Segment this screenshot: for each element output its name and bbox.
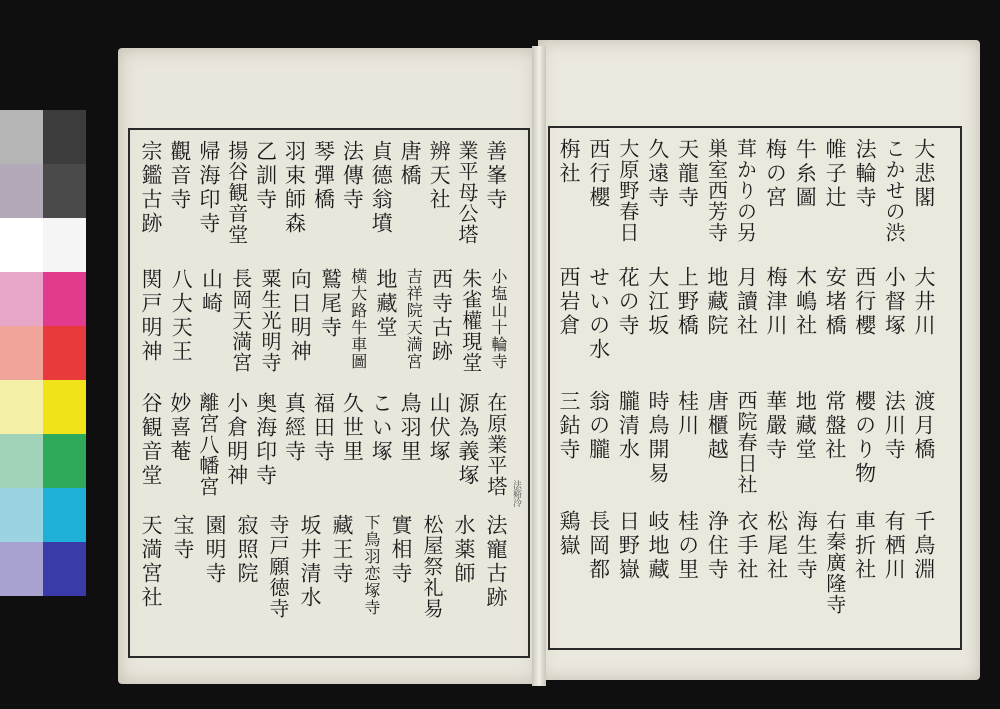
entry-text: 谷観音堂 (139, 392, 163, 488)
entry-text: 櫻のり物 (852, 390, 877, 486)
entry-text: 妙喜菴 (167, 392, 192, 464)
text-row (138, 140, 508, 258)
entry-text: 羽束師森 (282, 140, 307, 236)
entry-text: 寺戸願徳寺 (266, 514, 290, 619)
text-row (556, 510, 936, 628)
entry-text: 貞德翁墳 (369, 140, 394, 236)
entry-text: 横大路牛車圖 (348, 268, 368, 370)
entry-text: 唐橋 (398, 140, 423, 188)
entry-text: こい塚 (369, 392, 394, 464)
color-swatch (0, 326, 43, 380)
text-row (556, 266, 936, 384)
entry-text: 大原野春日 (615, 138, 640, 243)
entry-text: 朧清水 (616, 390, 641, 462)
entry-text: 天龍寺 (675, 138, 700, 210)
color-swatch (0, 218, 43, 272)
entry-text: 小倉明神 (224, 392, 249, 488)
entry-text: 宗鑑古跡 (139, 140, 163, 236)
entry-text: 桂川 (675, 390, 700, 438)
book-gutter (532, 46, 546, 686)
entry-text: 寂照院 (235, 514, 259, 586)
entry-text: 渡月橋 (911, 390, 936, 462)
entry-text: 桂の里 (675, 510, 700, 582)
entry-text: 法川寺 (882, 390, 907, 462)
entry-text: 在原業平塔 (483, 392, 508, 497)
text-row (556, 138, 936, 256)
entry-text: 梅の宮 (763, 138, 788, 210)
text-row (556, 390, 936, 508)
entry-text: 有栖川 (882, 510, 907, 582)
entry-text: 小督塚 (882, 266, 907, 338)
entry-text: 久遠寺 (645, 138, 670, 210)
entry-text: 地藏堂 (374, 268, 398, 340)
entry-text: 月讀社 (734, 266, 759, 338)
entry-text: 衣手社 (734, 510, 759, 582)
entry-text: 實相寺 (389, 514, 413, 586)
left-margin-note: 法谿泠 (511, 480, 521, 507)
entry-text: 松屋祭礼易 (420, 514, 444, 619)
entry-text: 藏王寺 (330, 514, 354, 586)
entry-text: 鳥羽里 (398, 392, 423, 464)
entry-text: 巣室西芳寺 (704, 138, 729, 243)
entry-text: 日野嶽 (616, 510, 641, 582)
entry-text: 西行櫻 (852, 266, 877, 338)
entry-text: 安堵橋 (823, 266, 848, 338)
color-swatch (43, 434, 86, 488)
color-swatch (0, 380, 43, 434)
entry-text: 栴社 (557, 138, 581, 186)
entry-text: 朱雀權現堂 (458, 268, 483, 373)
entry-text: 粟生光明寺 (258, 268, 282, 373)
entry-text: 上野橋 (675, 266, 700, 338)
entry-text: 琴彈橋 (311, 140, 336, 212)
entry-text: 牛糸圖 (793, 138, 818, 210)
entry-text: 翁の朧 (586, 390, 611, 462)
entry-text: 浄住寺 (705, 510, 730, 582)
entry-text: 長岡都 (586, 510, 611, 582)
entry-text: 善峯寺 (483, 140, 508, 212)
entry-text: こかせの渋 (881, 138, 906, 243)
entry-text: 乙訓寺 (253, 140, 278, 212)
entry-text: 宝寺 (171, 514, 195, 562)
entry-text: 西院春日社 (733, 390, 758, 495)
color-swatch (0, 488, 43, 542)
entry-text: 法寵古跡 (484, 514, 508, 610)
entry-text: 岐地藏 (645, 510, 670, 582)
entry-text: 常盤社 (822, 390, 847, 462)
entry-text: 山崎 (199, 268, 224, 316)
color-swatch (0, 110, 43, 164)
color-swatch (43, 380, 86, 434)
entry-text: 法傳寺 (340, 140, 365, 212)
entry-text: 帰海印寺 (196, 140, 221, 236)
text-row (138, 514, 508, 632)
entry-text: 木嶋社 (793, 266, 818, 338)
entry-text: 唐櫃越 (705, 390, 730, 462)
color-calibration-bar (0, 110, 86, 596)
entry-text: 辨天社 (427, 140, 452, 212)
color-swatch (43, 272, 86, 326)
entry-text: 西行櫻 (586, 138, 611, 210)
entry-text: 帷子辻 (823, 138, 848, 210)
entry-text: 松尾社 (764, 510, 789, 582)
color-swatch (0, 434, 43, 488)
entry-text: 三鈷寺 (557, 390, 581, 462)
color-swatch (43, 218, 86, 272)
color-swatch (0, 164, 43, 218)
entry-text: 揚谷観音堂 (224, 140, 249, 245)
entry-text: 右秦廣隆寺 (822, 510, 847, 615)
entry-text: 真經寺 (282, 392, 307, 464)
text-row (138, 392, 508, 510)
entry-text: 奥海印寺 (253, 392, 278, 488)
entry-text: 園明寺 (203, 514, 227, 586)
color-swatch (43, 164, 86, 218)
entry-text: 車折社 (852, 510, 877, 582)
entry-text: 吉祥院天満宮 (404, 268, 424, 370)
entry-text: 関戸明神 (139, 268, 163, 364)
entry-text: 下鳥羽恋塚寺 (362, 514, 381, 616)
entry-text: 大悲閣 (911, 138, 936, 210)
color-swatch (0, 542, 43, 596)
entry-text: 離宮八幡宮 (195, 392, 220, 497)
color-swatch (43, 110, 86, 164)
entry-text: 千鳥淵 (911, 510, 936, 582)
entry-text: せいの水 (586, 266, 611, 362)
entry-text: 茸かりの另 (733, 138, 758, 243)
entry-text: 天満宮社 (139, 514, 163, 610)
entry-text: 地藏院 (704, 266, 729, 338)
entry-text: 海生寺 (794, 510, 819, 582)
entry-text: 八大天王 (169, 268, 194, 364)
color-swatch (43, 326, 86, 380)
entry-text: 法輪寺 (853, 138, 878, 210)
entry-text: 時鳥開易 (645, 390, 670, 486)
entry-text: 福田寺 (311, 392, 336, 464)
entry-text: 坂井清水 (298, 514, 322, 610)
entry-text: 小塩山十輪寺 (489, 268, 508, 370)
entry-text: 西岩倉 (557, 266, 581, 338)
entry-text: 業平母公塔 (454, 140, 479, 245)
entry-text: 地藏堂 (793, 390, 818, 462)
color-swatch (43, 542, 86, 596)
text-row (138, 268, 508, 386)
entry-text: 鶏嶽 (557, 510, 581, 558)
entry-text: 水薬師 (452, 514, 476, 586)
entry-text: 西寺古跡 (429, 268, 454, 364)
entry-text: 鷲尾寺 (318, 268, 343, 340)
entry-text: 長岡天満宮 (228, 268, 253, 373)
entry-text: 梅津川 (764, 266, 789, 338)
entry-text: 觀音寺 (167, 140, 192, 212)
color-swatch (43, 488, 86, 542)
entry-text: 花の寺 (616, 266, 641, 338)
entry-text: 久世里 (340, 392, 365, 464)
entry-text: 華嚴寺 (763, 390, 788, 462)
entry-text: 向日明神 (288, 268, 313, 364)
entry-text: 山伏塚 (427, 392, 452, 464)
entry-text: 源為義塚 (455, 392, 480, 488)
color-swatch (0, 272, 43, 326)
entry-text: 大井川 (911, 266, 936, 338)
entry-text: 大江坂 (645, 266, 670, 338)
